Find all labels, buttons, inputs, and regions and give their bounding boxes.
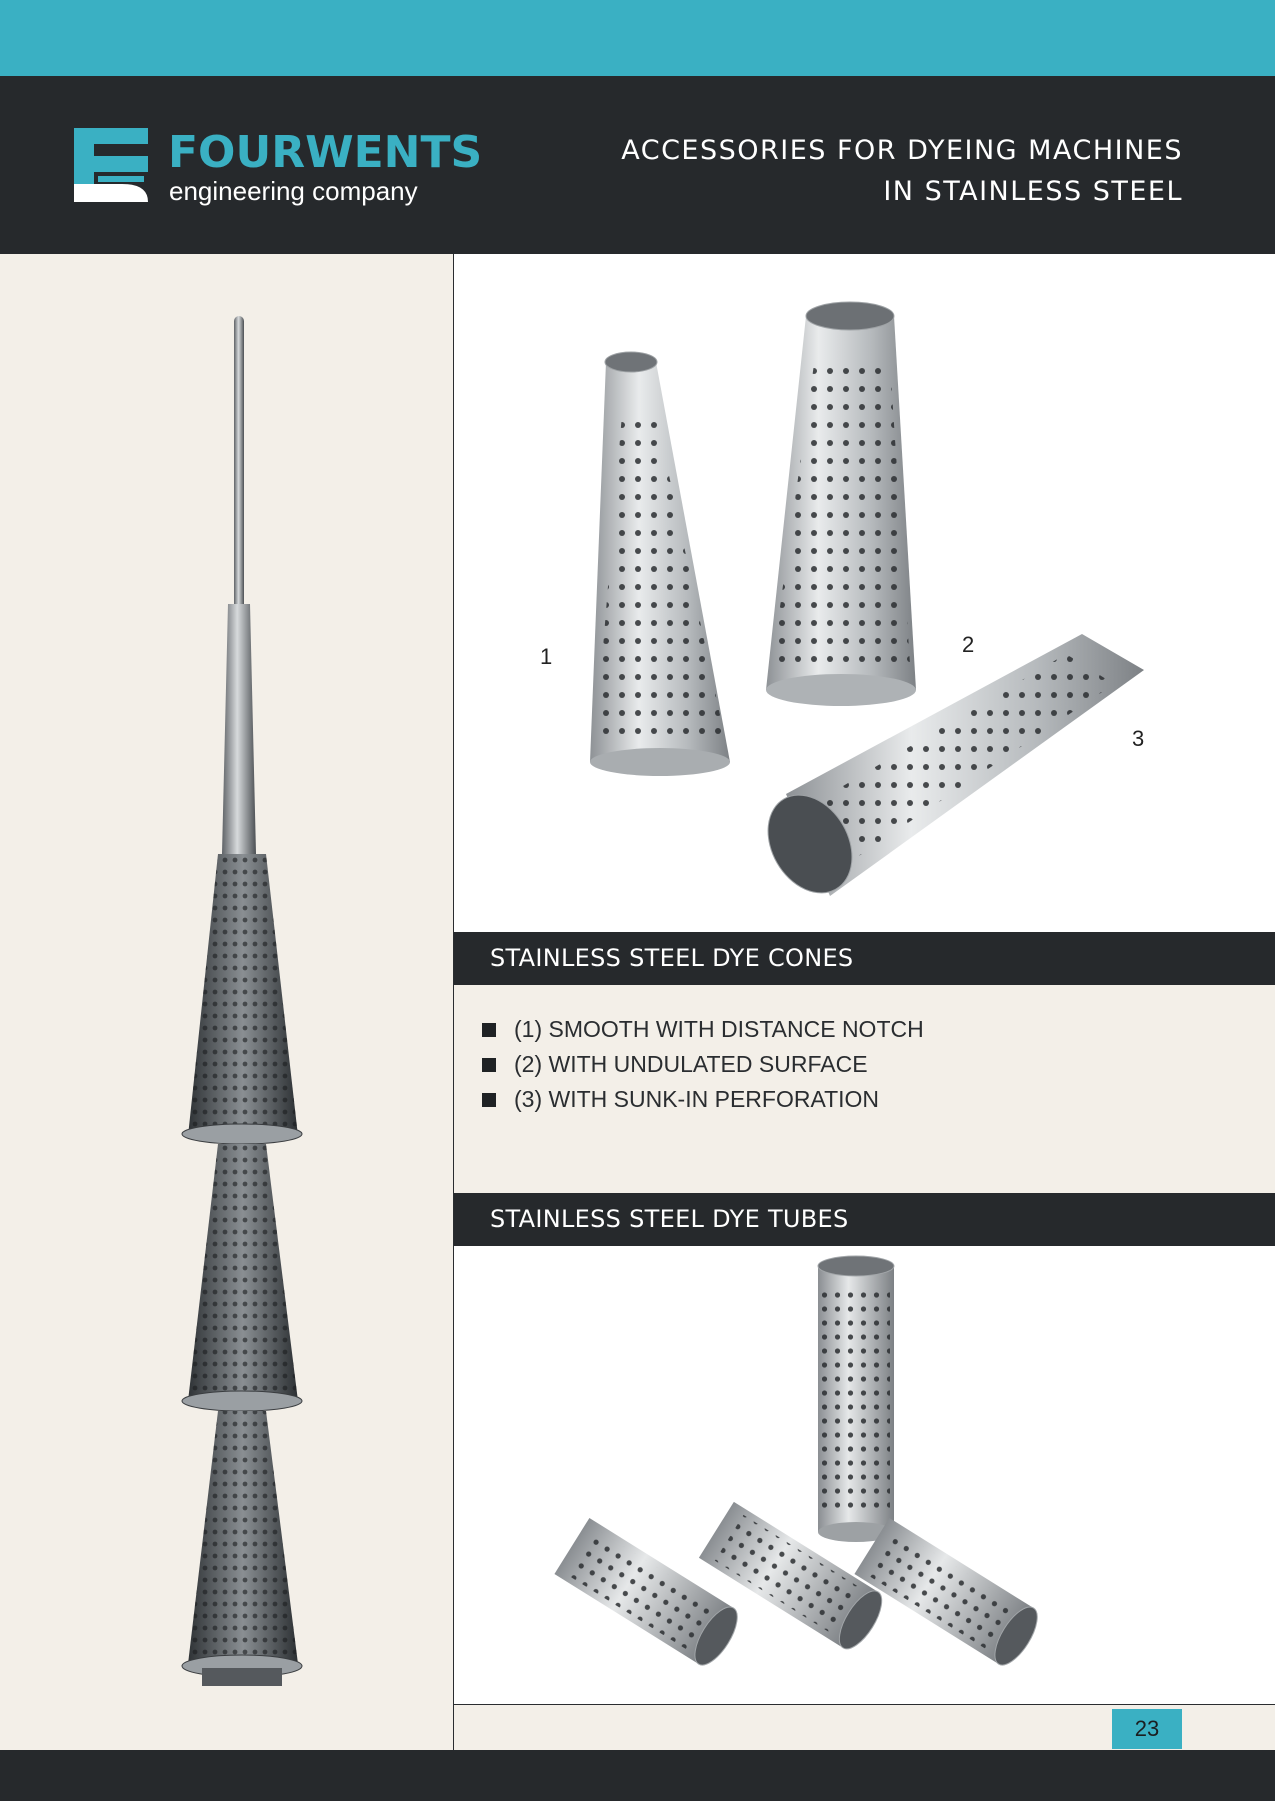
dye-tubes-image [454,1246,1275,1704]
dye-cones-photo [454,254,1275,932]
page-title [621,130,1183,212]
cones-heading-bar [454,932,1275,985]
assembled-dye-spindle-photo [0,254,453,1750]
cones-feature-list [454,985,1275,1193]
cones-heading: STAINLESS STEEL DYE CONES [490,944,854,972]
cone-label-2: 2 [962,632,975,657]
logo-mark-icon [74,126,148,202]
dye-cones-image [454,254,1275,932]
dye-spindle-image [0,254,453,1750]
logo-tagline: engineering company [169,176,418,206]
bottom-band [0,1750,1275,1801]
page-number: 23 [1112,1709,1182,1749]
dye-tubes-photo [454,1246,1275,1704]
page-title-line-2: IN STAINLESS STEEL [883,176,1183,207]
bullet-square-icon [482,1058,496,1072]
list-item: (2) WITH UNDULATED SURFACE [482,1047,924,1082]
bullet-square-icon [482,1093,496,1107]
page-title-line-1: ACCESSORIES FOR DYEING MACHINES [621,135,1183,166]
list-item: (1) SMOOTH WITH DISTANCE NOTCH [482,1012,924,1047]
tubes-heading: STAINLESS STEEL DYE TUBES [490,1205,849,1233]
logo-name: FOURWENTS [168,127,483,178]
bullet-square-icon [482,1023,496,1037]
cone-label-1: 1 [540,644,553,669]
company-logo [74,126,483,216]
cone-label-3: 3 [1132,726,1145,751]
top-accent-band [0,0,1275,76]
page-header [0,76,1275,254]
tubes-heading-bar [454,1193,1275,1246]
list-item: (3) WITH SUNK-IN PERFORATION [482,1082,924,1117]
